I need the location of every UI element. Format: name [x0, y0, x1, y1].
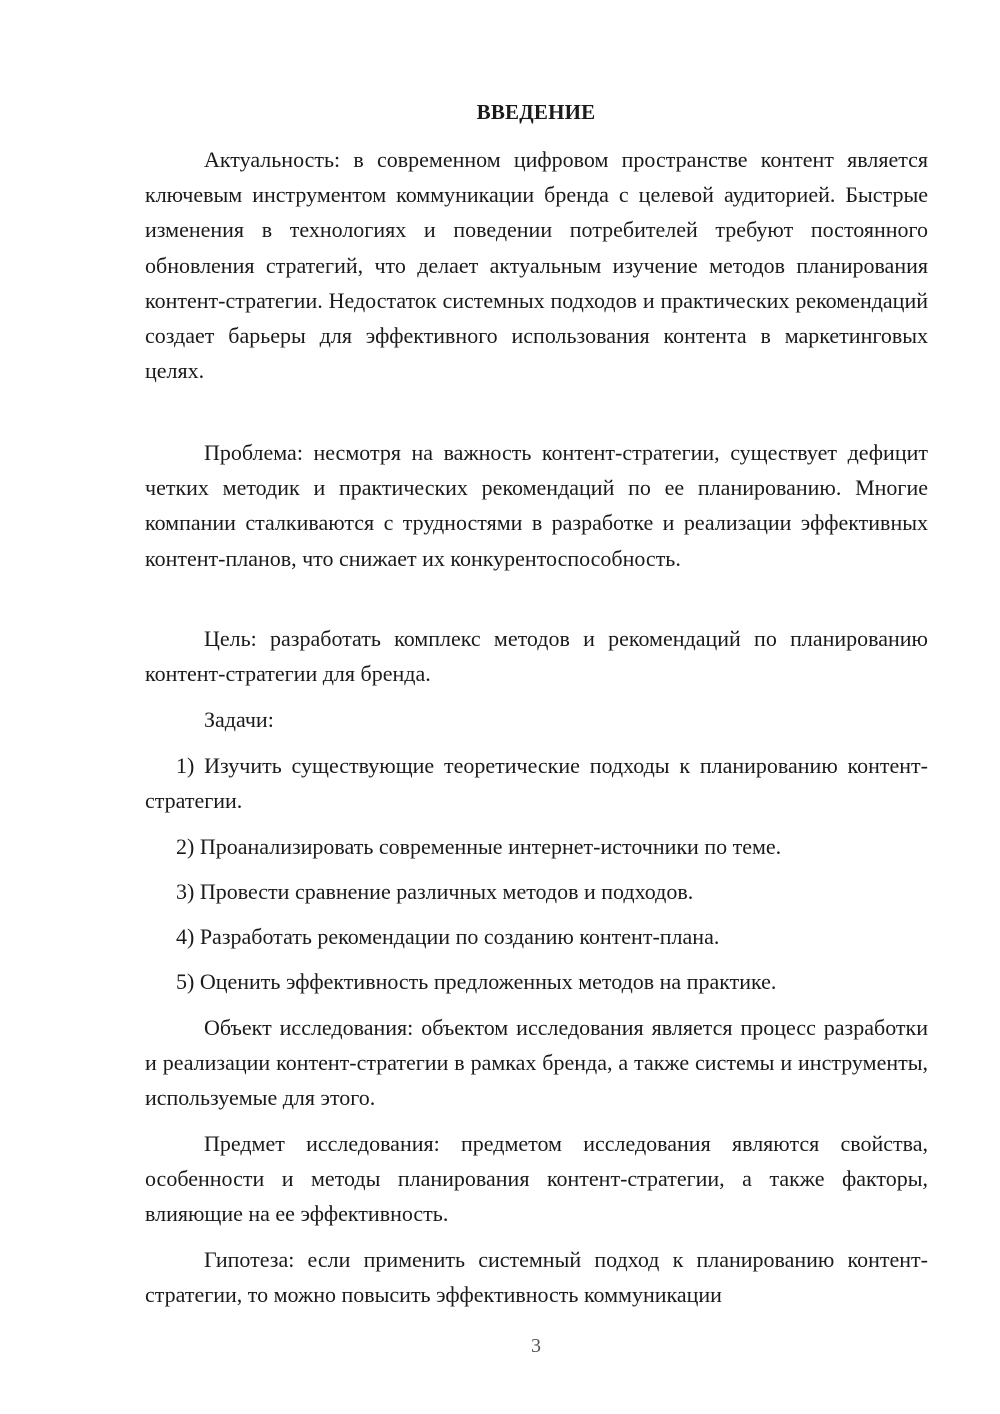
task-item-4: 4) Разработать рекомендации по созданию контент-плана. — [176, 924, 720, 949]
task-item-5: 5) Оценить эффективность предложенных методов на практике. — [176, 969, 777, 994]
paragraph-relevance: Актуальность: в современном цифровом пространстве контент является ключевым инструментом коммуникации бренда с целевой аудиторией. Быстрые изменения в технологиях и поведении потребителей требуют постоянного обновления стратегий, что делает актуальным изучение методов планирования контент-стратегии. Недостаток системных подходов и практических рекомендаций создает барьеры для эффективного использования контента в маркетинговых целях. — [145, 147, 928, 384]
paragraph-goal: Цель: разработать комплекс методов и рекомендаций по планированию контент-стратегии для бренда. — [145, 626, 928, 687]
page-title: ВВЕДЕНИЕ — [476, 100, 596, 124]
paragraph-subject: Предмет исследования: предметом исследования являются свойства, особенности и методы планирования контент-стратегии, а также факторы, влияющие на ее эффективность. — [145, 1131, 928, 1227]
task-item-1: 1) Изучить существующие теоретические подходы к планированию контент-стратегии. — [145, 753, 928, 814]
page-number: 3 — [531, 1335, 541, 1357]
task-item-2: 2) Проанализировать современные интернет-источники по теме. — [176, 834, 782, 859]
paragraph-problem: Проблема: несмотря на важность контент-стратегии, существует дефицит четких методик и практических рекомендаций по ее планированию. Многие компании сталкиваются с трудностями в разработке и реализации эффективных контент-планов, что снижает их конкурентоспособность. — [145, 440, 928, 571]
paragraph-hypothesis: Гипотеза: если применить системный подход к планированию контент-стратегии, то можно повысить эффективность коммуникации — [145, 1247, 928, 1308]
paragraph-object: Объект исследования: объектом исследования является процесс разработки и реализации контент-стратегии в рамках бренда, а также системы и инструменты, используемые для этого. — [145, 1015, 928, 1111]
tasks-heading: Задачи: — [204, 707, 274, 732]
task-item-3: 3) Провести сравнение различных методов и подходов. — [176, 879, 694, 904]
